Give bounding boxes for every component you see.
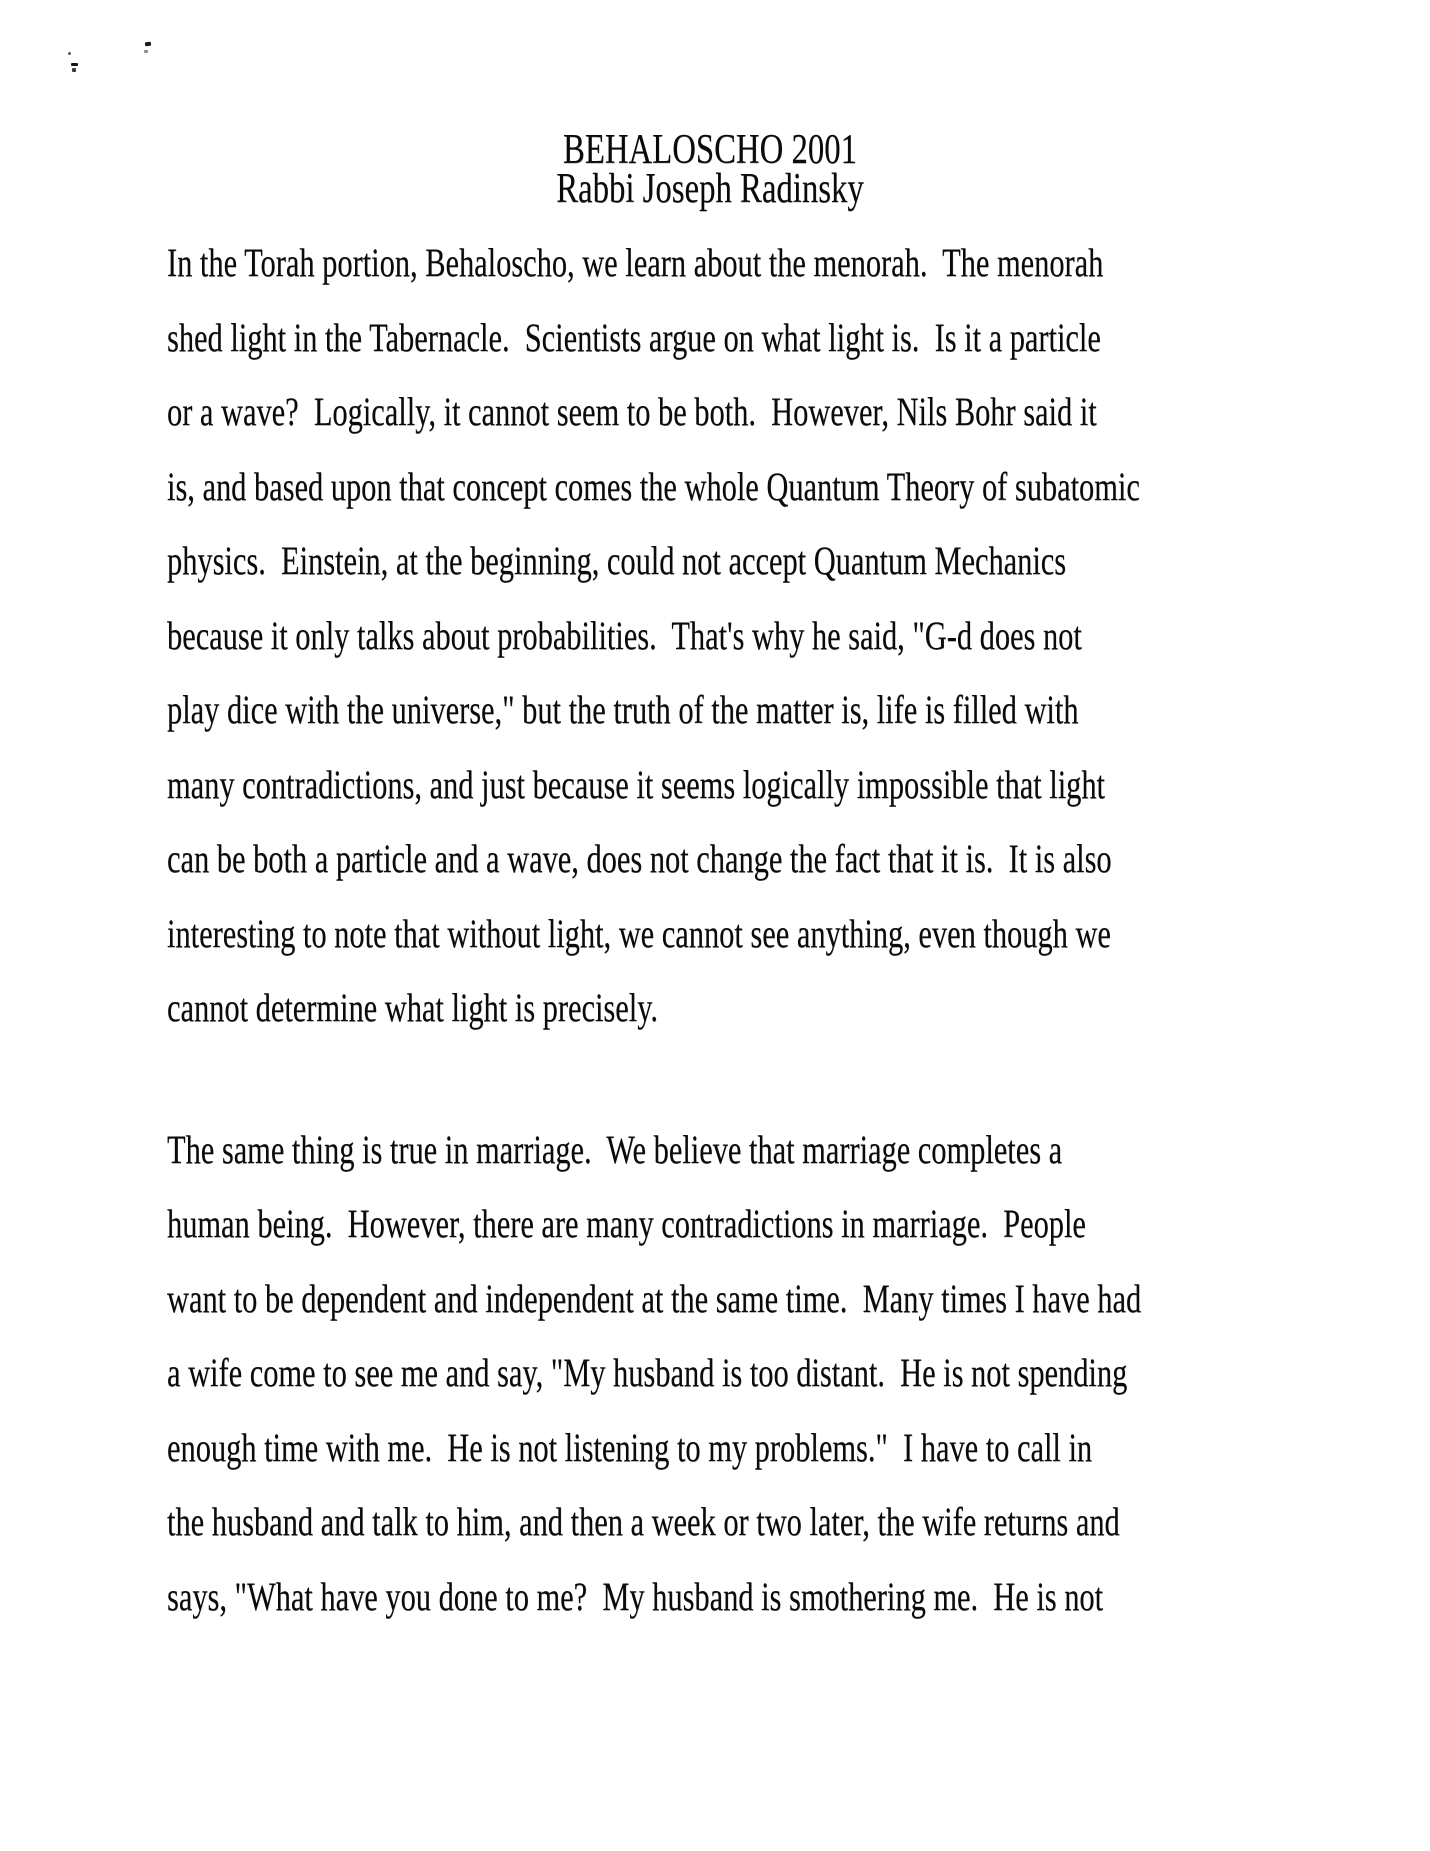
text-line: because it only talks about probabilities. That's why he said, "G-d does not (167, 612, 1082, 658)
text-line: can be both a particle and a wave, does not change the fact that it is. It is also (167, 836, 1112, 881)
text-line: The same thing is true in marriage. We believe that marriage completes a (167, 1126, 1063, 1172)
text-line: want to be dependent and independent at the same time. Many times I have had (167, 1275, 1142, 1321)
text-line: play dice with the universe," but the truth of the matter is, life is filled with (167, 687, 1079, 732)
text-line: physics. Einstein, at the beginning, could not accept Quantum Mechanics (167, 538, 1067, 583)
document-author: Rabbi Joseph Radinsky (556, 165, 864, 212)
document-title: BEHALOSCHO 2001 (563, 127, 857, 173)
scan-speck (144, 50, 148, 53)
text-line: shed light in the Tabernacle. Scientists argue on what light is. Is it a particle (167, 314, 1101, 360)
paragraph (167, 226, 1407, 1046)
text-line: many contradictions, and just because it seems logically impossible that light (167, 761, 1105, 807)
text-line: cannot determine what light is precisely. (167, 985, 659, 1030)
scan-speck (72, 68, 76, 72)
text-line: human being. However, there are many contradictions in marriage. People (167, 1201, 1086, 1246)
text-line: or a wave? Logically, it cannot seem to be both. However, Nils Bohr said it (167, 389, 1097, 434)
text-line: enough time with me. He is not listening to my problems." I have to call in (167, 1424, 1093, 1470)
text-line: says, "What have you done to me? My husband is smothering me. He is not (167, 1573, 1104, 1619)
paragraph (167, 1113, 1407, 1635)
text-line: is, and based upon that concept comes the whole Quantum Theory of subatomic (167, 463, 1140, 509)
text-line: a wife come to see me and say, "My husband is too distant. He is not spending (167, 1350, 1128, 1395)
scan-speck (71, 63, 78, 66)
document-header (167, 127, 1253, 212)
text-line: interesting to note that without light, we cannot see anything, even though we (167, 910, 1111, 956)
text-line: In the Torah portion, Behaloscho, we learn about the menorah. The menorah (167, 240, 1104, 285)
scan-speck (145, 42, 151, 47)
scan-speck (68, 52, 71, 55)
text-line: the husband and talk to him, and then a week or two later, the wife returns and (167, 1499, 1120, 1544)
document-body (167, 226, 1407, 1634)
